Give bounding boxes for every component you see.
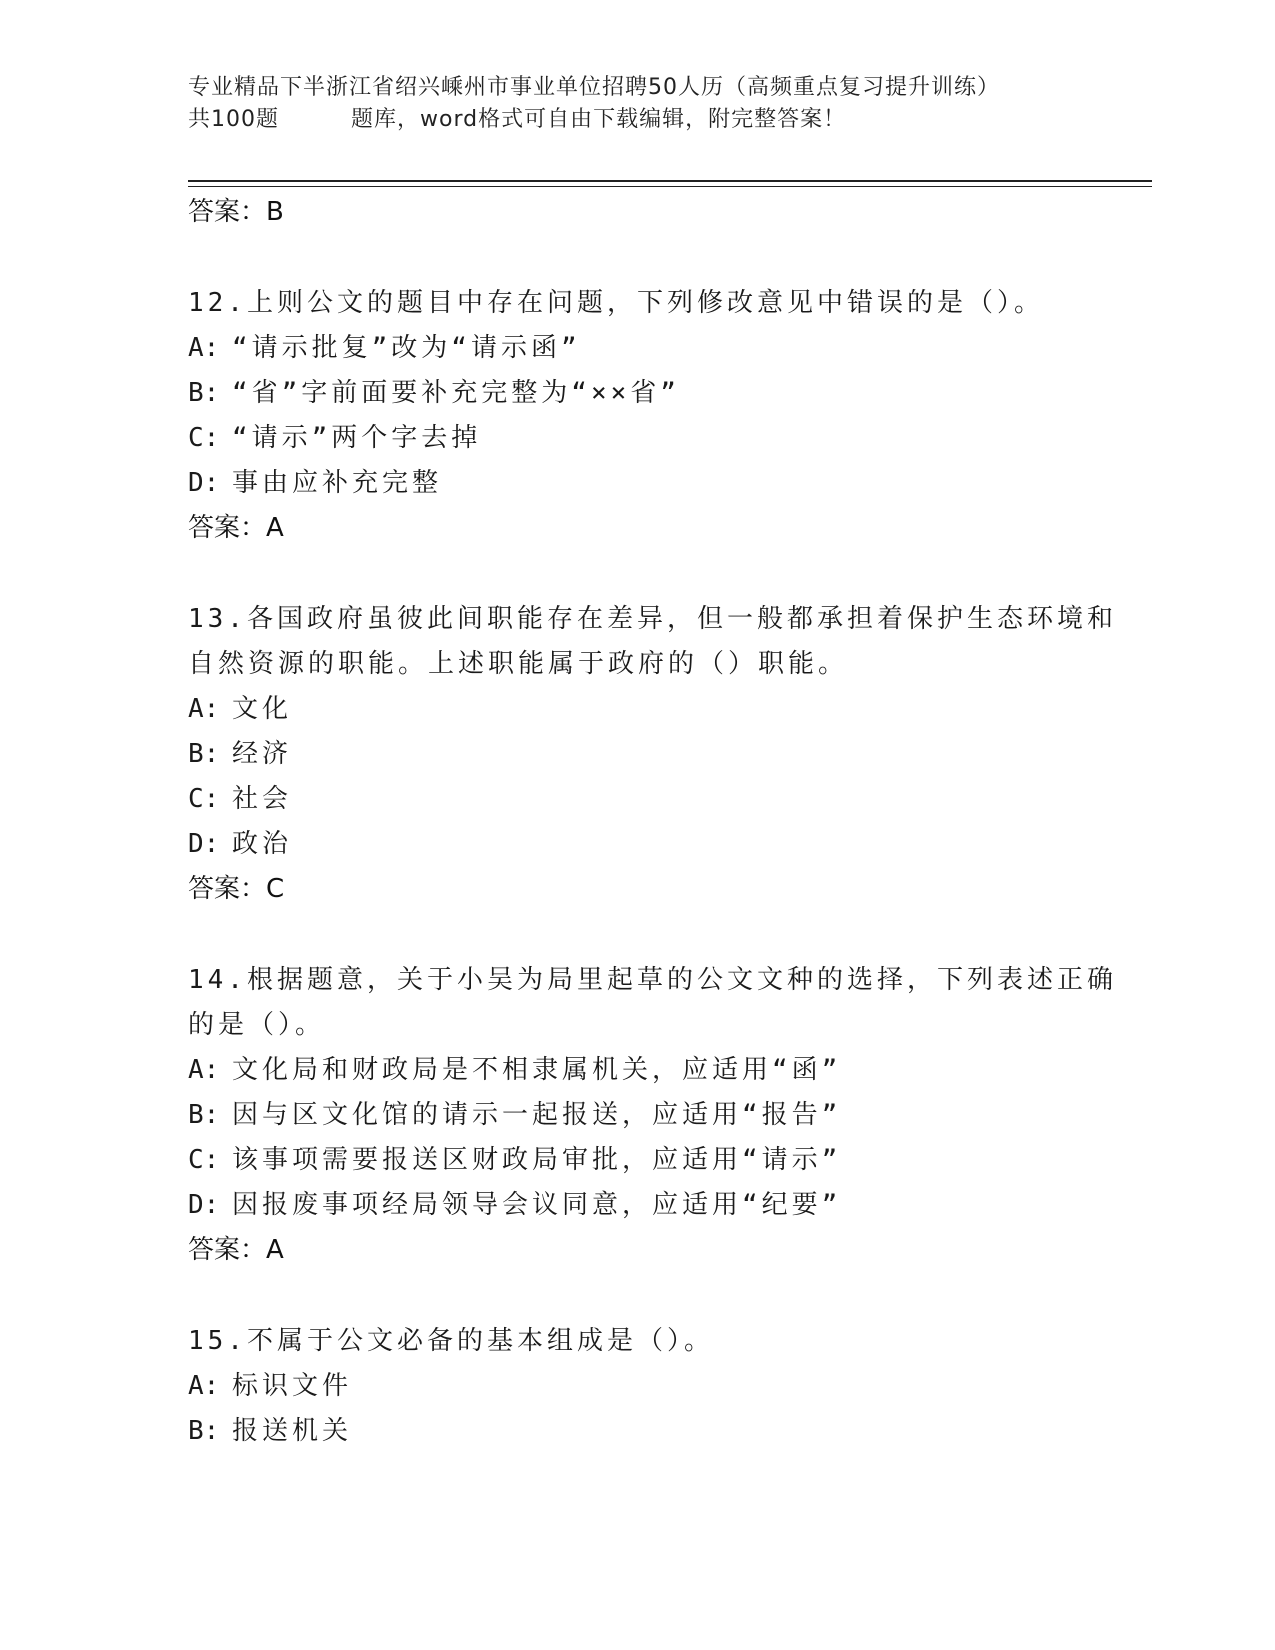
option-item <box>188 1409 1088 1454</box>
option-label: B: <box>188 1100 220 1130</box>
question-block <box>188 958 1117 1273</box>
header-divider-thick <box>188 180 1152 182</box>
option-item <box>188 371 1088 416</box>
option-item <box>188 822 1088 867</box>
option-label: D: <box>188 1190 220 1220</box>
option-label: A: <box>188 1371 220 1401</box>
option-item <box>188 461 1088 506</box>
option-label: B: <box>188 1416 220 1446</box>
option-item <box>188 732 1088 777</box>
header-description: 题库，word格式可自由下载编辑，附完整答案！ <box>351 107 847 132</box>
question-block <box>188 281 1088 551</box>
option-text: 因报废事项经局领导会议同意，应适用“纪要” <box>232 1190 842 1220</box>
option-text: 文化 <box>232 694 293 724</box>
option-label: D: <box>188 468 220 498</box>
option-text: 因与区文化馆的请示一起报送，应适用“报告” <box>232 1100 842 1130</box>
option-text: 社会 <box>232 784 293 814</box>
option-text: “省”字前面要补充完整为“××省” <box>232 378 680 408</box>
question-text: 13.各国政府虽彼此间职能存在差异，但一般都承担着保护生态环境和 <box>188 604 1117 634</box>
option-label: C: <box>188 784 220 814</box>
option-text: 报送机关 <box>232 1416 353 1446</box>
question-text: 15.不属于公文必备的基本组成是（）。 <box>188 1326 714 1356</box>
answer-line: 答案：C <box>188 874 285 904</box>
option-label: A: <box>188 1055 220 1085</box>
option-item <box>188 1364 1088 1409</box>
option-label: A: <box>188 694 220 724</box>
option-text: “请示批复”改为“请示函” <box>232 333 581 363</box>
question-text: 12.上则公文的题目中存在问题，下列修改意见中错误的是（）。 <box>188 288 1044 318</box>
answer-line: 答案：A <box>188 1235 284 1265</box>
question-block <box>188 1319 1088 1454</box>
option-text: 文化局和财政局是不相隶属机关，应适用“函” <box>232 1055 842 1085</box>
question-block <box>188 597 1117 912</box>
option-label: C: <box>188 1145 220 1175</box>
option-text: 该事项需要报送区财政局审批，应适用“请示” <box>232 1145 842 1175</box>
option-item <box>188 1183 1088 1228</box>
header-question-count: 共100题 <box>188 107 279 132</box>
question-text: 的是（）。 <box>188 1010 326 1040</box>
option-item <box>188 777 1088 822</box>
option-text: “请示”两个字去掉 <box>232 423 482 453</box>
document-header <box>188 72 1088 136</box>
option-item <box>188 1138 1088 1183</box>
option-text: 经济 <box>232 739 293 769</box>
option-label: B: <box>188 739 220 769</box>
question-text: 14.根据题意，关于小吴为局里起草的公文文种的选择，下列表述正确 <box>188 965 1117 995</box>
question-list <box>188 190 1117 1454</box>
option-item <box>188 1093 1088 1138</box>
option-label: C: <box>188 423 220 453</box>
question-text: 自然资源的职能。上述职能属于政府的（）职能。 <box>188 649 849 679</box>
option-text: 事由应补充完整 <box>232 468 443 498</box>
option-label: A: <box>188 333 220 363</box>
option-label: D: <box>188 829 220 859</box>
option-item <box>188 687 1088 732</box>
header-title: 专业精品下半浙江省绍兴嵊州市事业单位招聘50人历（高频重点复习提升训练） <box>188 75 1000 100</box>
answer-line: 答案：B <box>188 197 284 227</box>
option-item <box>188 1048 1088 1093</box>
answer-line: 答案：A <box>188 513 284 543</box>
header-subtitle <box>188 104 1088 136</box>
option-label: B: <box>188 378 220 408</box>
option-item <box>188 326 1088 371</box>
option-text: 政治 <box>232 829 293 859</box>
header-divider-thin <box>188 186 1152 187</box>
option-text: 标识文件 <box>232 1371 353 1401</box>
option-item <box>188 416 1088 461</box>
